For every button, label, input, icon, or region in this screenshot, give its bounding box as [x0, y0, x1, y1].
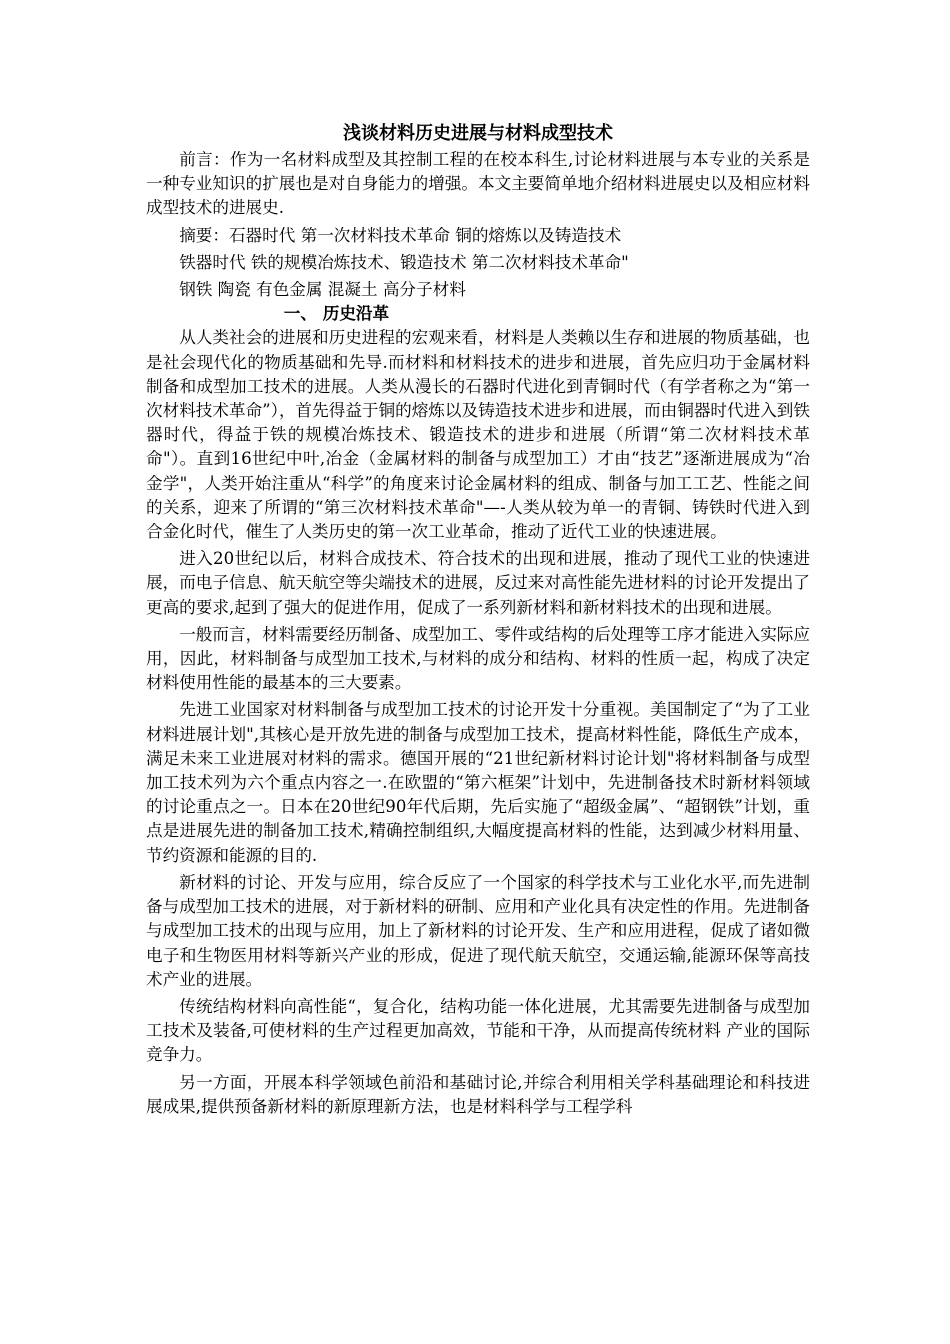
body-paragraph: 进入20世纪以后，材料合成技术、符合技术的出现和进展，推动了现代工业的快速进展，而电子信息、航天航空等尖端技术的进展，反过来对高性能先进材料的讨论开发提出了更高的要求,起到了强大的促进作用，促成了一系列新材料和新材料技术的出现和进展。	[146, 549, 810, 617]
body-paragraph: 新材料的讨论、开发与应用，综合反应了一个国家的科学技术与工业化水平,而先进制备与成型加工技术的进展，对于新材料的研制、应用和产业化具有决定性的作用。先进制备与成型加工技术的出现与应用，加上了新材料的讨论开发、生产和应用进程，促成了诸如微电子和生物医用材料等新兴产业的形成，促进了现代航天航空，交通运输,能源环保等高技术产业的进展。	[146, 872, 810, 989]
body-paragraph: 先进工业国家对材料制备与成型加工技术的讨论开发十分重视。美国制定了“为了工业材料进展计划",其核心是开放先进的制备与成型加工技术，提高材料性能，降低生产成本，满足未来工业进展对材料的需求。德国开展的“21世纪新材料讨论计划"将材料制备与成型加工技术列为六个重点内容之一.在欧盟的“第六框架”计划中，先进制备技术时新材料领域的讨论重点之一。日本在20世纪90年代后期，先后实施了“超级金属”、“超钢铁”计划，重点是进展先进的制备加工技术,精确控制组织,大幅度提高材料的性能，达到减少材料用量、节约资源和能源的目的.	[146, 700, 810, 865]
body-paragraph: 一般而言，材料需要经历制备、成型加工、零件或结构的后处理等工序才能进入实际应用，因此，材料制备与成型加工技术,与材料的成分和结构、材料的性质一起，构成了决定材料使用性能的最基本的三大要素。	[146, 624, 810, 693]
document-page	[146, 120, 810, 1119]
keywords-line-1: 摘要：石器时代 第一次材料技术革命 铜的熔炼以及铸造技术	[179, 225, 622, 245]
keywords-line-3: 钢铁 陶瓷 有色金属 混凝土 高分子材料	[179, 280, 466, 300]
body-paragraph: 传统结构材料向高性能“，复合化，结构功能一体化进展，尤其需要先进制备与成型加工技术及装备,可使材料的生产过程更加高效，节能和干净，从而提高传统材料 产业的国际竞争力。	[146, 996, 810, 1065]
preface-paragraph: 前言：作为一名材料成型及其控制工程的在校本科生,讨论材料进展与本专业的关系是一种专业知识的扩展也是对自身能力的增强。本文主要简单地介绍材料进展史以及相应材料成型技术的进展史.	[146, 150, 810, 218]
document-title: 浅谈材料历史进展与材料成型技术	[343, 123, 613, 144]
section-heading: 一、 历史沿革	[283, 304, 390, 324]
body-paragraph: 另一方面，开展本科学领域色前沿和基础讨论,并综合利用相关学科基础理论和科技进展成果,提供预备新材料的新原理新方法，也是材料科学与工程学科	[146, 1072, 810, 1116]
body-paragraph: 从人类社会的进展和历史进程的宏观来看，材料是人类赖以生存和进展的物质基础，也是社会现代化的物质基础和先导.而材料和材料技术的进步和进展，首先应归功于金属材料制备和成型加工技术的进展。人类从漫长的石器时代进化到青铜时代（有学者称之为“第一次材料技术革命”），首先得益于铜的熔炼以及铸造技术进步和进展，而由铜器时代进入到铁器时代，得益于铁的规模冶炼技术、锻造技术的进步和进展（所谓“第二次材料技术革命"）。直到16世纪中叶,冶金（金属材料的制备与成型加工）才由“技艺”逐渐进展成为“冶金学"，人类开始注重从“科学”的角度来讨论金属材料的组成、制备与加工工艺、性能之间的关系，迎来了所谓的“第三次材料技术革命"—-人类从较为单一的青铜、铸铁时代进入到合金化时代，催生了人类历史的第一次工业革命，推动了近代工业的快速进展。	[146, 328, 810, 542]
keywords-line-2: 铁器时代 铁的规模冶炼技术、锻造技术 第二次材料技术革命"	[179, 252, 629, 272]
